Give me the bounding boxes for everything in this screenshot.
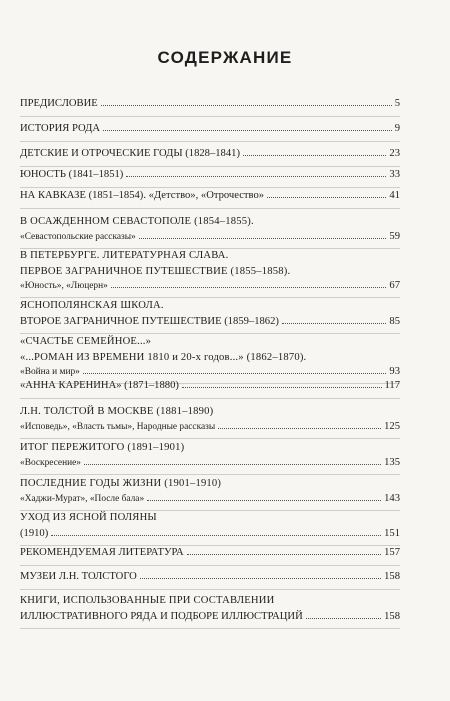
toc-entry-leader-line — [20, 314, 400, 330]
toc-entry-heading-line: УХОД ИЗ ЯСНОЙ ПОЛЯНЫ — [20, 512, 157, 523]
toc-entry-title: «Воскресение» — [20, 457, 81, 468]
toc-entry-page-number: 158 — [384, 610, 400, 622]
toc-entry-title: «Исповедь», «Власть тьмы», Народные рассказы — [20, 421, 216, 432]
dot-leader — [306, 610, 381, 619]
toc-entry-leader-line — [20, 188, 400, 204]
toc-entry — [20, 167, 400, 183]
toc-entry-page-number: 143 — [384, 492, 400, 504]
toc-entry-heading-line: «СЧАСТЬЕ СЕМЕЙНОЕ...» — [20, 336, 152, 347]
dot-leader — [182, 379, 382, 388]
toc-entry-title: НА КАВКАЗЕ (1851–1854). «Детство», «Отрочество» — [20, 190, 265, 201]
toc-entry — [20, 378, 400, 394]
toc-entry-page-number: 5 — [394, 98, 400, 109]
toc-entry-heading-line: ПЕРВОЕ ЗАГРАНИЧНОЕ ПУТЕШЕСТВИЕ (1855–1858). — [20, 265, 291, 277]
toc-entry-title: ИЛЛЮСТРАТИВНОГО РЯДА И ПОДБОРЕ ИЛЛЮСТРАЦИЙ — [20, 610, 303, 622]
toc-entry-title: ВТОРОЕ ЗАГРАНИЧНОЕ ПУТЕШЕСТВИЕ (1859–1862) — [20, 315, 279, 327]
dot-leader — [267, 189, 386, 198]
toc-entry-page-number: 23 — [389, 148, 400, 159]
toc-entry-page-number: 117 — [384, 380, 400, 391]
toc-entry-leader-line — [20, 279, 400, 293]
dot-leader — [140, 570, 381, 579]
toc-entry — [20, 476, 400, 506]
dot-leader — [218, 420, 381, 428]
toc-entry-heading-line: КНИГИ, ИСПОЛЬЗОВАННЫЕ ПРИ СОСТАВЛЕНИИ — [20, 595, 275, 606]
toc-entry-page-number: 59 — [389, 230, 400, 242]
toc-entry-title: «Хаджи-Мурат», «После бала» — [20, 493, 145, 504]
toc-entry-leader-line — [20, 545, 400, 561]
toc-entry — [20, 248, 400, 293]
toc-entry — [20, 510, 400, 541]
toc-entry-leader-line — [20, 121, 400, 137]
dot-leader — [187, 546, 381, 555]
toc-entry-title: (1910) — [20, 527, 49, 539]
toc-entry-heading-line: ЯСНОПОЛЯНСКАЯ ШКОЛА. — [20, 300, 164, 311]
dot-leader — [83, 366, 387, 374]
toc-entry-leader-line — [20, 569, 400, 585]
toc-entry-page-number: 151 — [384, 527, 400, 539]
toc-entry-page-number: 158 — [384, 571, 400, 582]
dot-leader — [282, 315, 386, 324]
toc-entry-title: «Война и мир» — [20, 367, 80, 377]
toc-entry-title: «Севастопольские рассказы» — [20, 231, 136, 242]
dot-leader — [103, 122, 392, 131]
toc-entry-page-number: 33 — [389, 169, 400, 180]
toc-entry-title: «Юность», «Люцерн» — [20, 281, 108, 291]
toc-entry-page-number: 41 — [389, 190, 400, 201]
toc-entry — [20, 569, 400, 585]
toc-entry-leader-line — [20, 146, 400, 162]
toc-entry-page-number: 93 — [389, 366, 400, 377]
toc-entry-leader-line — [20, 365, 400, 379]
toc-entry-leader-line — [20, 167, 400, 183]
toc-entry-leader-line — [20, 96, 400, 112]
toc-entry-leader-line — [20, 492, 400, 506]
toc-entry — [20, 593, 400, 624]
toc-entry-title: ДЕТСКИЕ И ОТРОЧЕСКИЕ ГОДЫ (1828–1841) — [20, 148, 240, 159]
toc-entry — [20, 334, 400, 379]
toc-entry-page-number: 9 — [394, 123, 400, 134]
toc-entry — [20, 545, 400, 561]
toc-entry-title: МУЗЕИ Л.Н. ТОЛСТОГО — [20, 571, 137, 582]
page-title: СОДЕРЖАНИЕ — [157, 48, 293, 67]
toc-entry — [20, 188, 400, 204]
dot-leader — [126, 168, 386, 177]
toc-entry-leader-line — [20, 420, 400, 434]
dot-leader — [101, 97, 392, 106]
toc-entry-heading-line: В ОСАЖДЕННОМ СЕВАСТОПОЛЕ (1854–1855). — [20, 216, 254, 227]
toc-entry-heading-line: В ПЕТЕРБУРГЕ. ЛИТЕРАТУРНАЯ СЛАВА. — [20, 250, 229, 261]
toc-entry-page-number: 135 — [384, 456, 400, 468]
toc-entry — [20, 404, 400, 434]
toc-entry-heading-line: Л.Н. ТОЛСТОЙ В МОСКВЕ (1881–1890) — [20, 406, 214, 417]
toc-entry-heading-line: «...РОМАН ИЗ ВРЕМЕНИ 1810 и 20-х годов...» (1862–1870). — [20, 351, 307, 363]
dot-leader — [243, 147, 386, 156]
toc-entry-title: «АННА КАРЕНИНА» (1871–1880) — [20, 380, 179, 391]
dot-leader — [139, 230, 387, 238]
toc-entry-title: ЮНОСТЬ (1841–1851) — [20, 169, 124, 180]
toc-entry-leader-line — [20, 378, 400, 394]
toc-entry-heading-line: ИТОГ ПЕРЕЖИТОГО (1891–1901) — [20, 442, 185, 453]
toc-entry — [20, 440, 400, 470]
toc-entry-leader-line — [20, 456, 400, 470]
toc-entry — [20, 146, 400, 162]
toc-entry-leader-line — [20, 230, 400, 244]
dot-leader — [84, 456, 381, 464]
toc-entry — [20, 96, 400, 112]
toc-entry-leader-line — [20, 526, 400, 542]
toc-entry-page-number: 85 — [389, 315, 400, 327]
dot-leader — [147, 492, 381, 500]
dot-leader — [111, 280, 387, 288]
toc-entry-title: РЕКОМЕНДУЕМАЯ ЛИТЕРАТУРА — [20, 547, 184, 558]
toc-entry — [20, 298, 400, 329]
toc-entry-leader-line — [20, 609, 400, 625]
dot-leader — [51, 527, 381, 536]
toc-entry-page-number: 157 — [384, 547, 400, 558]
toc-entry-title: ИСТОРИЯ РОДА — [20, 123, 100, 134]
toc-entry — [20, 121, 400, 137]
toc-entry-page-number: 125 — [384, 420, 400, 432]
toc-entry-page-number: 67 — [389, 280, 400, 291]
toc-entry-title: ПРЕДИСЛОВИЕ — [20, 98, 98, 109]
toc-entry-heading-line: ПОСЛЕДНИЕ ГОДЫ ЖИЗНИ (1901–1910) — [20, 478, 222, 489]
toc-entry — [20, 214, 400, 244]
